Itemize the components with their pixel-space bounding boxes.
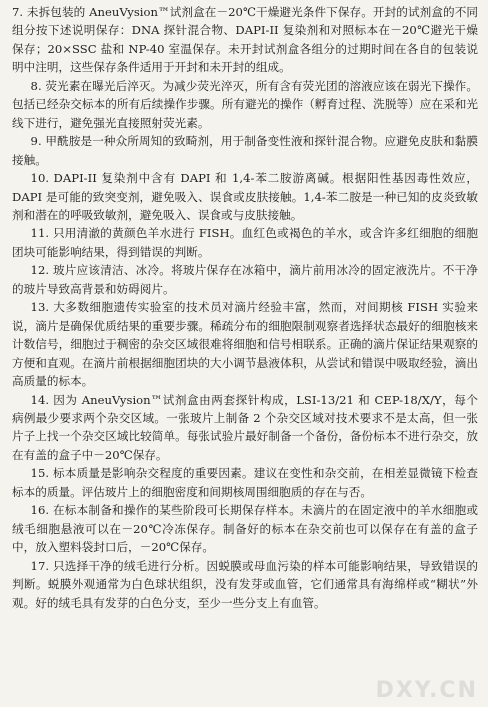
paragraph-item-8: 8. 荧光素在曝光后淬灭。为减少荧光淬灭，所有含有荧光团的溶液应该在弱光下操作。包括已经杂交标本的所有后续操作步骤。所有避光的操作（孵育过程、洗脱等）应在采和光线下进行，避免强光直接照射荧光素。 <box>12 78 478 130</box>
paragraph-item-9: 9. 甲酰胺是一种众所周知的致畸剂，用于制备变性液和探针混合物。应避免皮肤和黏膜接触。 <box>12 134 478 167</box>
watermark-text: DXY.CN <box>375 678 478 703</box>
paragraph-item-13: 13. 大多数细胞遗传实验室的技术员对滴片经验丰富，然而，对间期核 FISH 实验来说，滴片是确保优质结果的重要步骤。稀疏分布的细胞限制观察者选择状态最好的细胞核来计数信号，细胞过于稠密的杂交区域很难将细胞和信号相联系。正确的滴片保证结果观察的方便和直观。在滴片前根据细胞团块的大小调节悬液体积，从尝试和错误中吸取经验，滴出高质量的标本。 <box>12 300 478 389</box>
paragraph-item-10: 10. DAPI-II 复染剂中含有 DAPI 和 1,4-苯二胺游离碱。根据阳性基因毒性效应，DAPI 是可能的致突变剂，避免吸入、误食或皮肤接触。1,4-苯二胺是一种已知的皮炎致敏剂和潜在的呼吸致敏剂，避免吸入、误食或与皮肤接触。 <box>12 171 478 222</box>
paragraph-item-7: 7. 未拆包装的 AneuVysion™试剂盒在－20℃干燥避光条件下保存。开封的试剂盒的不同组分按下述说明保存：DNA 探针混合物、DAPI-II 复染剂和对照标本在－20℃避光干燥保存；20×SSC 盐和 NP-40 室温保存。未开封试剂盒各组分的过期时间在各自的包装说明中注明，这些保存条件适用于开封和未开封的组成。 <box>12 5 478 75</box>
paragraph-item-11: 11. 只用清澈的黄颜色羊水进行 FISH。血红色或褐色的羊水，或含许多红细胞的细胞团块可能影响结果，得到错误的判断。 <box>12 226 478 259</box>
paragraph-item-17: 17. 只选择干净的绒毛进行分析。因蜕膜或母血污染的样本可能影响结果，导致错误的判断。蜕膜外观通常为白色球状组织，没有发芽或血管，它们通常具有海绵样或“糊状”外观。好的绒毛具有发芽的白色分支，至少一些分支上有血管。 <box>12 558 478 610</box>
paragraph-item-14: 14. 因为 AneuVysion™试剂盒由两套探针构成，LSI-13/21 和 CEP-18/X/Y，每个病例最少要求两个杂交区域。一张玻片上制备 2 个杂交区域对技术要求不是太高，但一张片子上找一个杂交区域比较简单。每张试验片最好制备一个备份，备份标本不进行杂交，放在有盖的盒子中－20℃保存。 <box>12 392 478 462</box>
paragraph-item-16: 16. 在标本制备和操作的某些阶段可长期保存样本。未滴片的在固定液中的羊水细胞或绒毛细胞悬液可以在－20℃冷冻保存。制备好的标本在杂交前也可以保存在有盖的盒子中，放入塑料袋封口后，－20℃保存。 <box>12 503 478 555</box>
paragraph-item-15: 15. 标本质量是影响杂交程度的重要因素。建议在变性和杂交前，在相差显微镜下检查标本的质量。评估玻片上的细胞密度和间期核周围细胞质的存在与否。 <box>12 466 478 499</box>
paragraph-item-12: 12. 玻片应该清洁、冰冷。将玻片保存在冰箱中，滴片前用冰冷的固定液洗片。不干净的玻片导致高背景和妨碍阅片。 <box>12 263 478 296</box>
